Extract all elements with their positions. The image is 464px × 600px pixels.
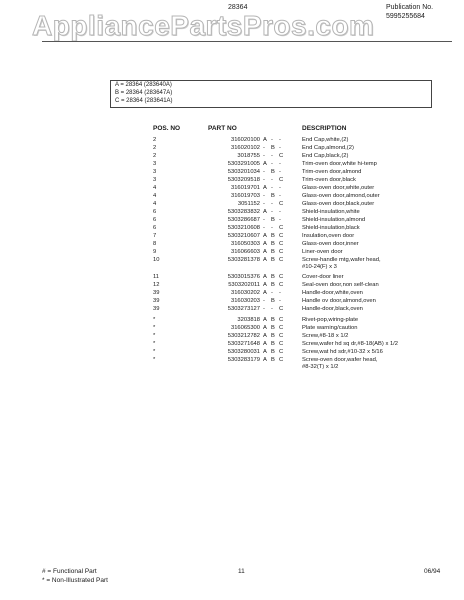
model-b-flag: -: [271, 306, 273, 312]
table-row: [0, 341, 464, 349]
model-c-flag: -: [279, 185, 281, 191]
position-number: 4: [153, 201, 157, 207]
model-number: 28364: [228, 4, 248, 11]
model-a-flag: A: [263, 333, 267, 339]
model-c-flag: -: [279, 209, 281, 215]
model-b-flag: B: [271, 298, 275, 304]
position-number: 2: [153, 153, 157, 159]
model-a-flag: A: [263, 257, 267, 263]
model-b-flag: B: [271, 241, 275, 247]
part-description: Glass-oven door,inner: [302, 241, 359, 247]
part-description: Shield-insulation,white: [302, 209, 360, 215]
part-description: Screw,wat hd sdr,#10-32 x 5/16: [302, 349, 383, 355]
model-c-flag: -: [279, 298, 281, 304]
part-number: 5303201034: [227, 169, 260, 175]
table-row: [0, 201, 464, 209]
part-description: Screw,#8-18 x 1/2: [302, 333, 349, 339]
part-number: 316030202: [230, 290, 260, 296]
table-row: [0, 209, 464, 217]
part-number: 316020100: [230, 137, 260, 143]
table-row: [0, 177, 464, 185]
publication-number: 5995255684: [386, 13, 425, 20]
model-b-flag: -: [271, 177, 273, 183]
model-c-flag: C: [279, 317, 284, 323]
model-c-flag: -: [279, 217, 281, 223]
position-number: 3: [153, 161, 157, 167]
part-description: Plate warning/caution: [302, 325, 358, 331]
model-legend-box: [110, 80, 432, 108]
model-b-flag: B: [271, 145, 275, 151]
model-b-flag: -: [271, 137, 273, 143]
model-c-flag: -: [279, 193, 281, 199]
footer-functional-note: # = Functional Part: [42, 568, 97, 575]
part-description: #8-32(T) x 1/2: [302, 364, 339, 370]
part-description: #10-24(F) x 3: [302, 264, 337, 270]
part-number: 5303209518: [227, 177, 260, 183]
model-a-flag: A: [263, 290, 267, 296]
model-c-flag: C: [279, 282, 284, 288]
table-row: [0, 185, 464, 193]
table-row: [0, 145, 464, 153]
model-b-flag: B: [271, 249, 275, 255]
position-number: 6: [153, 225, 157, 231]
table-row: [0, 298, 464, 306]
table-row: [0, 153, 464, 161]
model-b-flag: B: [271, 325, 275, 331]
position-number: *: [153, 357, 156, 363]
part-description: Trim-oven door,almond: [302, 169, 362, 175]
part-number: 5303271648: [227, 341, 260, 347]
part-number: 5303273127: [227, 306, 260, 312]
part-number: 5303202011: [228, 282, 260, 288]
table-row: [0, 217, 464, 225]
position-number: 12: [153, 282, 160, 288]
position-number: *: [153, 341, 156, 347]
table-row: [0, 274, 464, 282]
column-header-pos: POS. NO: [153, 125, 181, 132]
position-number: 39: [153, 290, 160, 296]
part-description: Shield-insulation,almond: [302, 217, 366, 223]
part-number: 5303212782: [227, 333, 260, 339]
table-row: [0, 364, 464, 372]
part-description: Shield-insulation,black: [302, 225, 360, 231]
model-a-flag: A: [263, 209, 267, 215]
position-number: 10: [153, 257, 160, 263]
table-row: [0, 241, 464, 249]
watermark-logo: AppliancePartsPros.com: [32, 10, 375, 41]
model-b-flag: -: [271, 185, 273, 191]
legend-line-b: B = 28364 (283647A): [115, 90, 173, 96]
model-c-flag: C: [279, 153, 284, 159]
table-row: [0, 325, 464, 333]
part-number: 5303286687: [227, 217, 260, 223]
model-b-flag: B: [271, 317, 275, 323]
table-row: [0, 306, 464, 314]
part-number: 316066603: [230, 249, 260, 255]
part-number: 3203818: [237, 317, 260, 323]
position-number: 4: [153, 193, 157, 199]
model-c-flag: C: [279, 241, 284, 247]
position-number: 6: [153, 209, 157, 215]
model-c-flag: C: [279, 177, 284, 183]
position-number: *: [153, 317, 156, 323]
publication-block: [386, 3, 433, 21]
model-b-flag: B: [271, 282, 275, 288]
column-header-description: DESCRIPTION: [302, 125, 347, 132]
position-number: 7: [153, 233, 157, 239]
model-c-flag: -: [279, 169, 281, 175]
model-a-flag: A: [263, 249, 267, 255]
table-row: [0, 264, 464, 272]
model-a-flag: -: [263, 298, 265, 304]
part-number: 5303283179: [227, 357, 260, 363]
part-description: Screw-handle mtg,wafer head,: [302, 257, 381, 263]
position-number: 9: [153, 249, 157, 255]
model-a-flag: A: [263, 282, 267, 288]
model-b-flag: -: [271, 209, 273, 215]
part-description: Trim-oven door,black: [302, 177, 356, 183]
model-c-flag: C: [279, 325, 284, 331]
model-c-flag: C: [279, 257, 284, 263]
model-a-flag: A: [263, 161, 267, 167]
part-description: Screw,wafer hd sq dr,#8-18(AB) x 1/2: [302, 341, 399, 347]
part-description: Glass-oven door,black,outer: [302, 201, 375, 207]
table-row: [0, 249, 464, 257]
part-number: 316030203: [230, 298, 260, 304]
part-description: Cover-door liner: [302, 274, 344, 280]
model-a-flag: A: [263, 317, 267, 323]
part-description: Handle-door,white,oven: [302, 290, 363, 296]
part-number: 316065300: [230, 325, 260, 331]
part-description: End Cap,white,(2): [302, 137, 349, 143]
model-b-flag: -: [271, 161, 273, 167]
model-a-flag: -: [263, 193, 265, 199]
model-a-flag: A: [263, 185, 267, 191]
part-description: Liner-oven door: [302, 249, 343, 255]
legend-line-a: A = 28364 (283640A): [115, 82, 172, 88]
part-number: 5303015376: [227, 274, 260, 280]
position-number: 3: [153, 177, 157, 183]
model-a-flag: A: [263, 341, 267, 347]
position-number: *: [153, 349, 156, 355]
position-number: 39: [153, 306, 160, 312]
position-number: 6: [153, 217, 157, 223]
model-b-flag: -: [271, 201, 273, 207]
part-description: Rivet-pop,wiring-plate: [302, 317, 359, 323]
part-description: Handle ov door,almond,oven: [302, 298, 376, 304]
part-description: Trim-oven door,white hi-temp: [302, 161, 377, 167]
table-row: [0, 233, 464, 241]
model-a-flag: A: [263, 349, 267, 355]
model-c-flag: C: [279, 225, 284, 231]
table-row: [0, 317, 464, 325]
position-number: 2: [153, 145, 157, 151]
model-b-flag: B: [271, 341, 275, 347]
model-a-flag: A: [263, 274, 267, 280]
model-a-flag: A: [263, 241, 267, 247]
part-description: Glass-oven door,almond,outer: [302, 193, 380, 199]
part-description: End Cap,almond,(2): [302, 145, 354, 151]
model-a-flag: A: [263, 233, 267, 239]
position-number: 11: [153, 274, 160, 280]
part-number: 316019701: [230, 185, 260, 191]
position-number: 39: [153, 298, 160, 304]
part-description: Handle-door,black,oven: [302, 306, 363, 312]
table-row: [0, 349, 464, 357]
part-number: 3051152: [237, 201, 260, 207]
table-row: [0, 290, 464, 298]
model-c-flag: C: [279, 341, 284, 347]
position-number: *: [153, 333, 156, 339]
part-description: Seal-oven door,non self-clean: [302, 282, 379, 288]
footer-non-illustrated-note: * = Non-Illustrated Part: [42, 577, 108, 584]
model-b-flag: B: [271, 193, 275, 199]
header-divider: [42, 41, 452, 42]
part-number: 3018755: [237, 153, 260, 159]
table-row: [0, 282, 464, 290]
table-row: [0, 169, 464, 177]
model-c-flag: C: [279, 333, 284, 339]
part-number: 5303283832: [227, 209, 260, 215]
model-a-flag: -: [263, 306, 265, 312]
model-b-flag: B: [271, 349, 275, 355]
model-a-flag: -: [263, 145, 265, 151]
model-c-flag: -: [279, 145, 281, 151]
model-c-flag: C: [279, 306, 284, 312]
model-a-flag: -: [263, 169, 265, 175]
model-b-flag: B: [271, 217, 275, 223]
part-number: 5303280031: [227, 349, 260, 355]
model-b-flag: B: [271, 357, 275, 363]
publication-label: Publication No.: [386, 4, 434, 11]
model-c-flag: C: [279, 249, 284, 255]
part-number: 316019703: [230, 193, 260, 199]
part-description: End Cap,black,(2): [302, 153, 349, 159]
model-c-flag: -: [279, 290, 281, 296]
model-c-flag: -: [279, 137, 281, 143]
model-b-flag: -: [271, 153, 273, 159]
model-c-flag: C: [279, 201, 284, 207]
table-row: [0, 333, 464, 341]
model-a-flag: A: [263, 325, 267, 331]
model-b-flag: B: [271, 169, 275, 175]
table-row: [0, 161, 464, 169]
part-number: 316050303: [230, 241, 260, 247]
model-c-flag: C: [279, 233, 284, 239]
position-number: 4: [153, 185, 157, 191]
model-a-flag: -: [263, 225, 265, 231]
part-description: Screw-oven door,wafer head,: [302, 357, 378, 363]
model-b-flag: B: [271, 257, 275, 263]
model-c-flag: C: [279, 349, 284, 355]
model-b-flag: B: [271, 233, 275, 239]
column-header-part: PART NO: [208, 125, 237, 132]
model-a-flag: -: [263, 153, 265, 159]
model-a-flag: -: [263, 177, 265, 183]
model-c-flag: C: [279, 274, 284, 280]
model-a-flag: -: [263, 201, 265, 207]
part-number: 5303291005: [227, 161, 260, 167]
table-row: [0, 193, 464, 201]
model-c-flag: -: [279, 161, 281, 167]
position-number: *: [153, 325, 156, 331]
part-number: 5303210608: [227, 225, 260, 231]
table-row: [0, 225, 464, 233]
model-b-flag: B: [271, 333, 275, 339]
part-description: Insulation,oven door: [302, 233, 355, 239]
model-a-flag: -: [263, 217, 265, 223]
position-number: 8: [153, 241, 157, 247]
part-number: 316020102: [230, 145, 260, 151]
model-b-flag: -: [271, 225, 273, 231]
position-number: 3: [153, 169, 157, 175]
part-description: Glass-oven door,white,outer: [302, 185, 375, 191]
page-number: 11: [238, 568, 245, 575]
model-b-flag: -: [271, 290, 273, 296]
model-a-flag: A: [263, 357, 267, 363]
part-number: 5303281378: [227, 257, 260, 263]
position-number: 2: [153, 137, 157, 143]
model-b-flag: B: [271, 274, 275, 280]
model-a-flag: A: [263, 137, 267, 143]
legend-line-c: C = 28364 (283641A): [115, 98, 173, 104]
model-c-flag: C: [279, 357, 284, 363]
table-row: [0, 137, 464, 145]
footer-date: 06/94: [424, 568, 441, 575]
part-number: 5303210607: [227, 233, 260, 239]
